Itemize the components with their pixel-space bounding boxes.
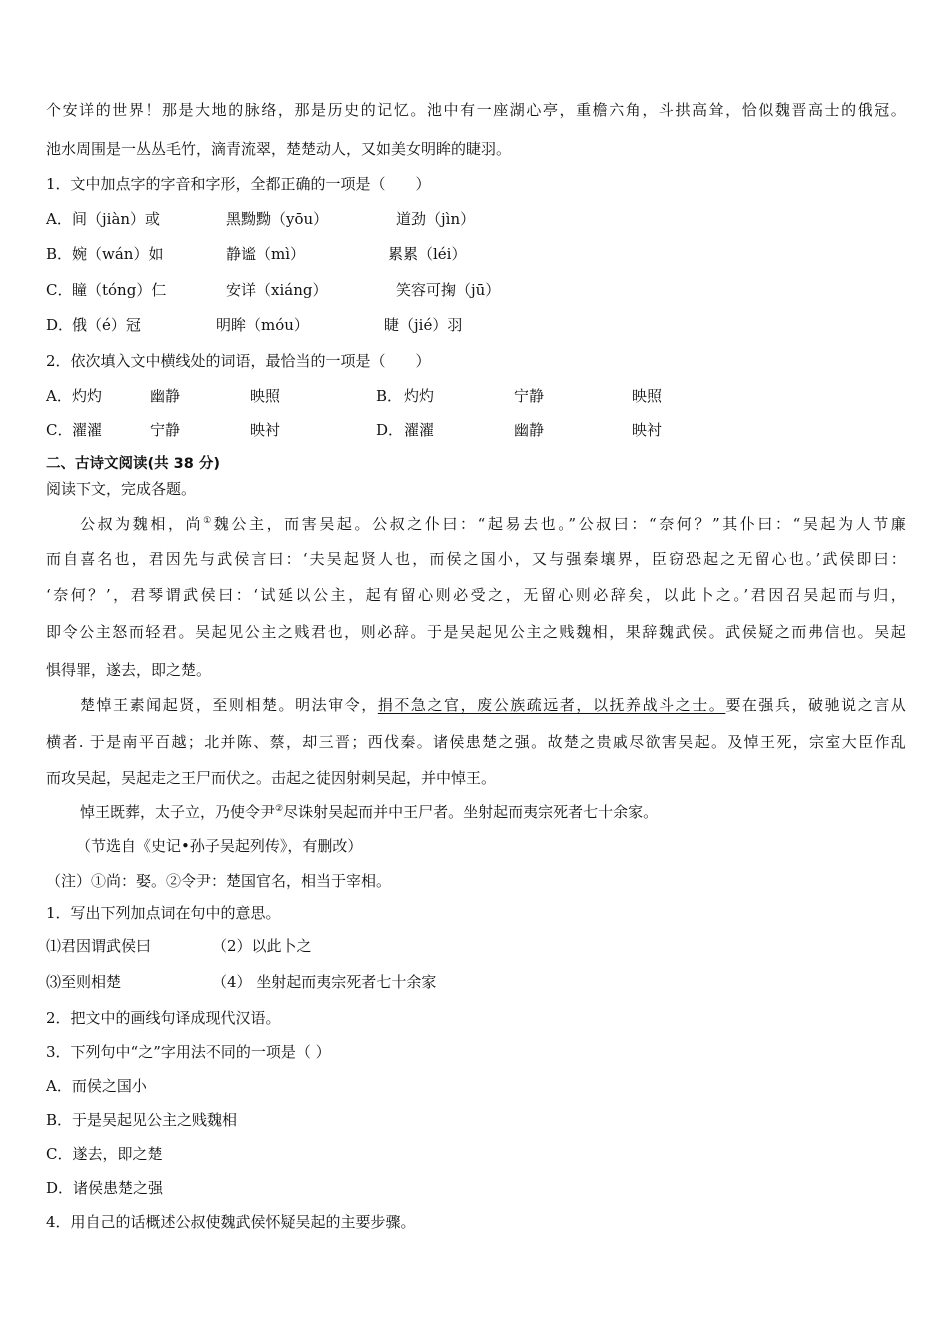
classical-text-line [80,802,658,822]
sub-question: （4） 坐射起而夷宗死者七十余家 [212,973,437,991]
option-text: 笑容可掬（jū） [396,281,501,299]
question-stem: 2．依次填入文中横线处的词语，最恰当的一项是（ ） [46,352,431,370]
sub-question: ⑶至则相楚 [46,973,122,991]
source-citation: （节选自《史记•孙子吴起列传》，有删改） [76,837,363,855]
option-text: 俄（é）冠 [72,316,141,334]
option-text: 安详（xiáng） [226,281,328,299]
option-label: B． [376,387,403,405]
classical-text-line [80,695,906,715]
option-label: D． [46,316,74,334]
option-text: B．于是吴起见公主之贱魏相 [46,1111,238,1129]
option-text: 黑黝黝（yōu） [226,210,329,228]
classical-text-line: 而自喜名也，君因先与武侯言曰：‘夫吴起贤人也，而侯之国小，又与强秦壤界，臣窃恐起之无留心也。’武侯即曰： [46,550,906,568]
passage-line: 池水周围是一丛丛毛竹，滴青流翠，楚楚动人，又如美女明眸的睫羽。 [46,140,512,158]
option-text: A．而侯之国小 [46,1077,147,1095]
text-segment: 要在强兵，破驰说之言从 [725,696,906,714]
section-heading: 二、古诗文阅读(共 38 分) [46,456,221,472]
option-label: C． [46,281,73,299]
option-text: 映衬 [632,421,663,439]
option-label: A． [46,387,72,405]
sub-question: ⑴君因谓武侯曰 [46,937,152,955]
classical-text-line: 横者. 于是南平百越；北并陈、蔡，却三晋；西伐秦。诸侯患楚之强。故楚之贵戚尽欲害吴起。及悼王死，宗室大臣作乱 [46,733,906,751]
classical-text-line: 即令公主怒而轻君。吴起见公主之贱君也，则必辞。于是吴起见公主之贱魏相，果辞魏武侯。武侯疑之而弗信也。吴起 [46,623,906,641]
option-text: C．遂去，即之楚 [46,1145,163,1163]
footnote-marker: ① [203,516,214,526]
option-text: 宁静 [514,387,545,405]
text-segment: 楚悼王素闻起贤，至则相楚。明法审令， [80,696,378,714]
option-text: 灼灼 [404,387,435,405]
footnote-marker: ② [275,804,284,814]
sub-question: （2）以此卜之 [212,937,312,955]
option-text: 道劲（jìn） [396,210,476,228]
option-text: 睫（jié）羽 [384,316,463,334]
classical-text-line: 惧得罪，遂去，即之楚。 [46,661,212,679]
option-text: 婉（wán）如 [72,245,164,263]
question-stem: 4．用自己的话概述公叔使魏武侯怀疑吴起的主要步骤。 [46,1213,416,1231]
classical-text-line: 而攻吴起，吴起走之王尸而伏之。击起之徒因射刺吴起，并中悼王。 [46,769,497,787]
question-stem: 1．文中加点字的字音和字形，全都正确的一项是（ ） [46,175,431,193]
text-segment: 悼王既葬，太子立，乃使令尹 [80,803,276,821]
question-stem: 1．写出下列加点词在句中的意思。 [46,904,281,922]
option-text: 累累（léi） [388,245,467,263]
text-segment: 尽诛射吴起而并中王尸者。坐射起而夷宗死者七十余家。 [283,803,659,821]
option-text: 间（jiàn）或 [72,210,161,228]
option-text: D．诸侯患楚之强 [46,1179,164,1197]
classical-text-line [80,514,906,534]
option-label: B． [46,245,73,263]
question-stem: 2．把文中的画线句译成现代汉语。 [46,1009,281,1027]
option-text: 明眸（móu） [216,316,309,334]
text-segment: 公叔为魏相，尚 [80,515,204,533]
option-text: 幽静 [514,421,545,439]
text-segment: 魏公主，而害吴起。公叔之仆曰：“起易去也。”公叔曰：“奈何？”其仆曰：“吴起为人节廉 [213,515,906,533]
option-text: 静谧（mì） [226,245,306,263]
classical-text-line: ‘奈何？’，君琴谓武侯曰：‘试延以公主，起有留心则必受之，无留心则必辞矣，以此卜之。’君因召吴起而与归， [46,586,906,604]
option-text: 宁静 [150,421,181,439]
option-text: 映衬 [250,421,281,439]
option-text: 灼灼 [72,387,103,405]
option-text: 映照 [250,387,281,405]
passage-line: 个安详的世界！那是大地的脉络，那是历史的记忆。池中有一座湖心亭，重檐六角，斗拱高耸，恰似魏晋高士的俄冠。 [46,101,906,119]
underlined-sentence: 捐不急之官，废公族疏远者，以抚养战斗之士。 [377,696,726,714]
option-label: A． [46,210,72,228]
option-text: 濯濯 [404,421,435,439]
option-text: 濯濯 [72,421,103,439]
question-stem: 3．下列句中“之”字用法不同的一项是（ ） [46,1043,331,1061]
option-text: 映照 [632,387,663,405]
section-instruction: 阅读下文，完成各题。 [46,480,197,498]
option-text: 瞳（tóng）仁 [72,281,167,299]
option-label: C． [46,421,73,439]
footnote: （注）①尚：娶。②令尹：楚国官名，相当于宰相。 [46,872,392,890]
option-label: D． [376,421,404,439]
option-text: 幽静 [150,387,181,405]
